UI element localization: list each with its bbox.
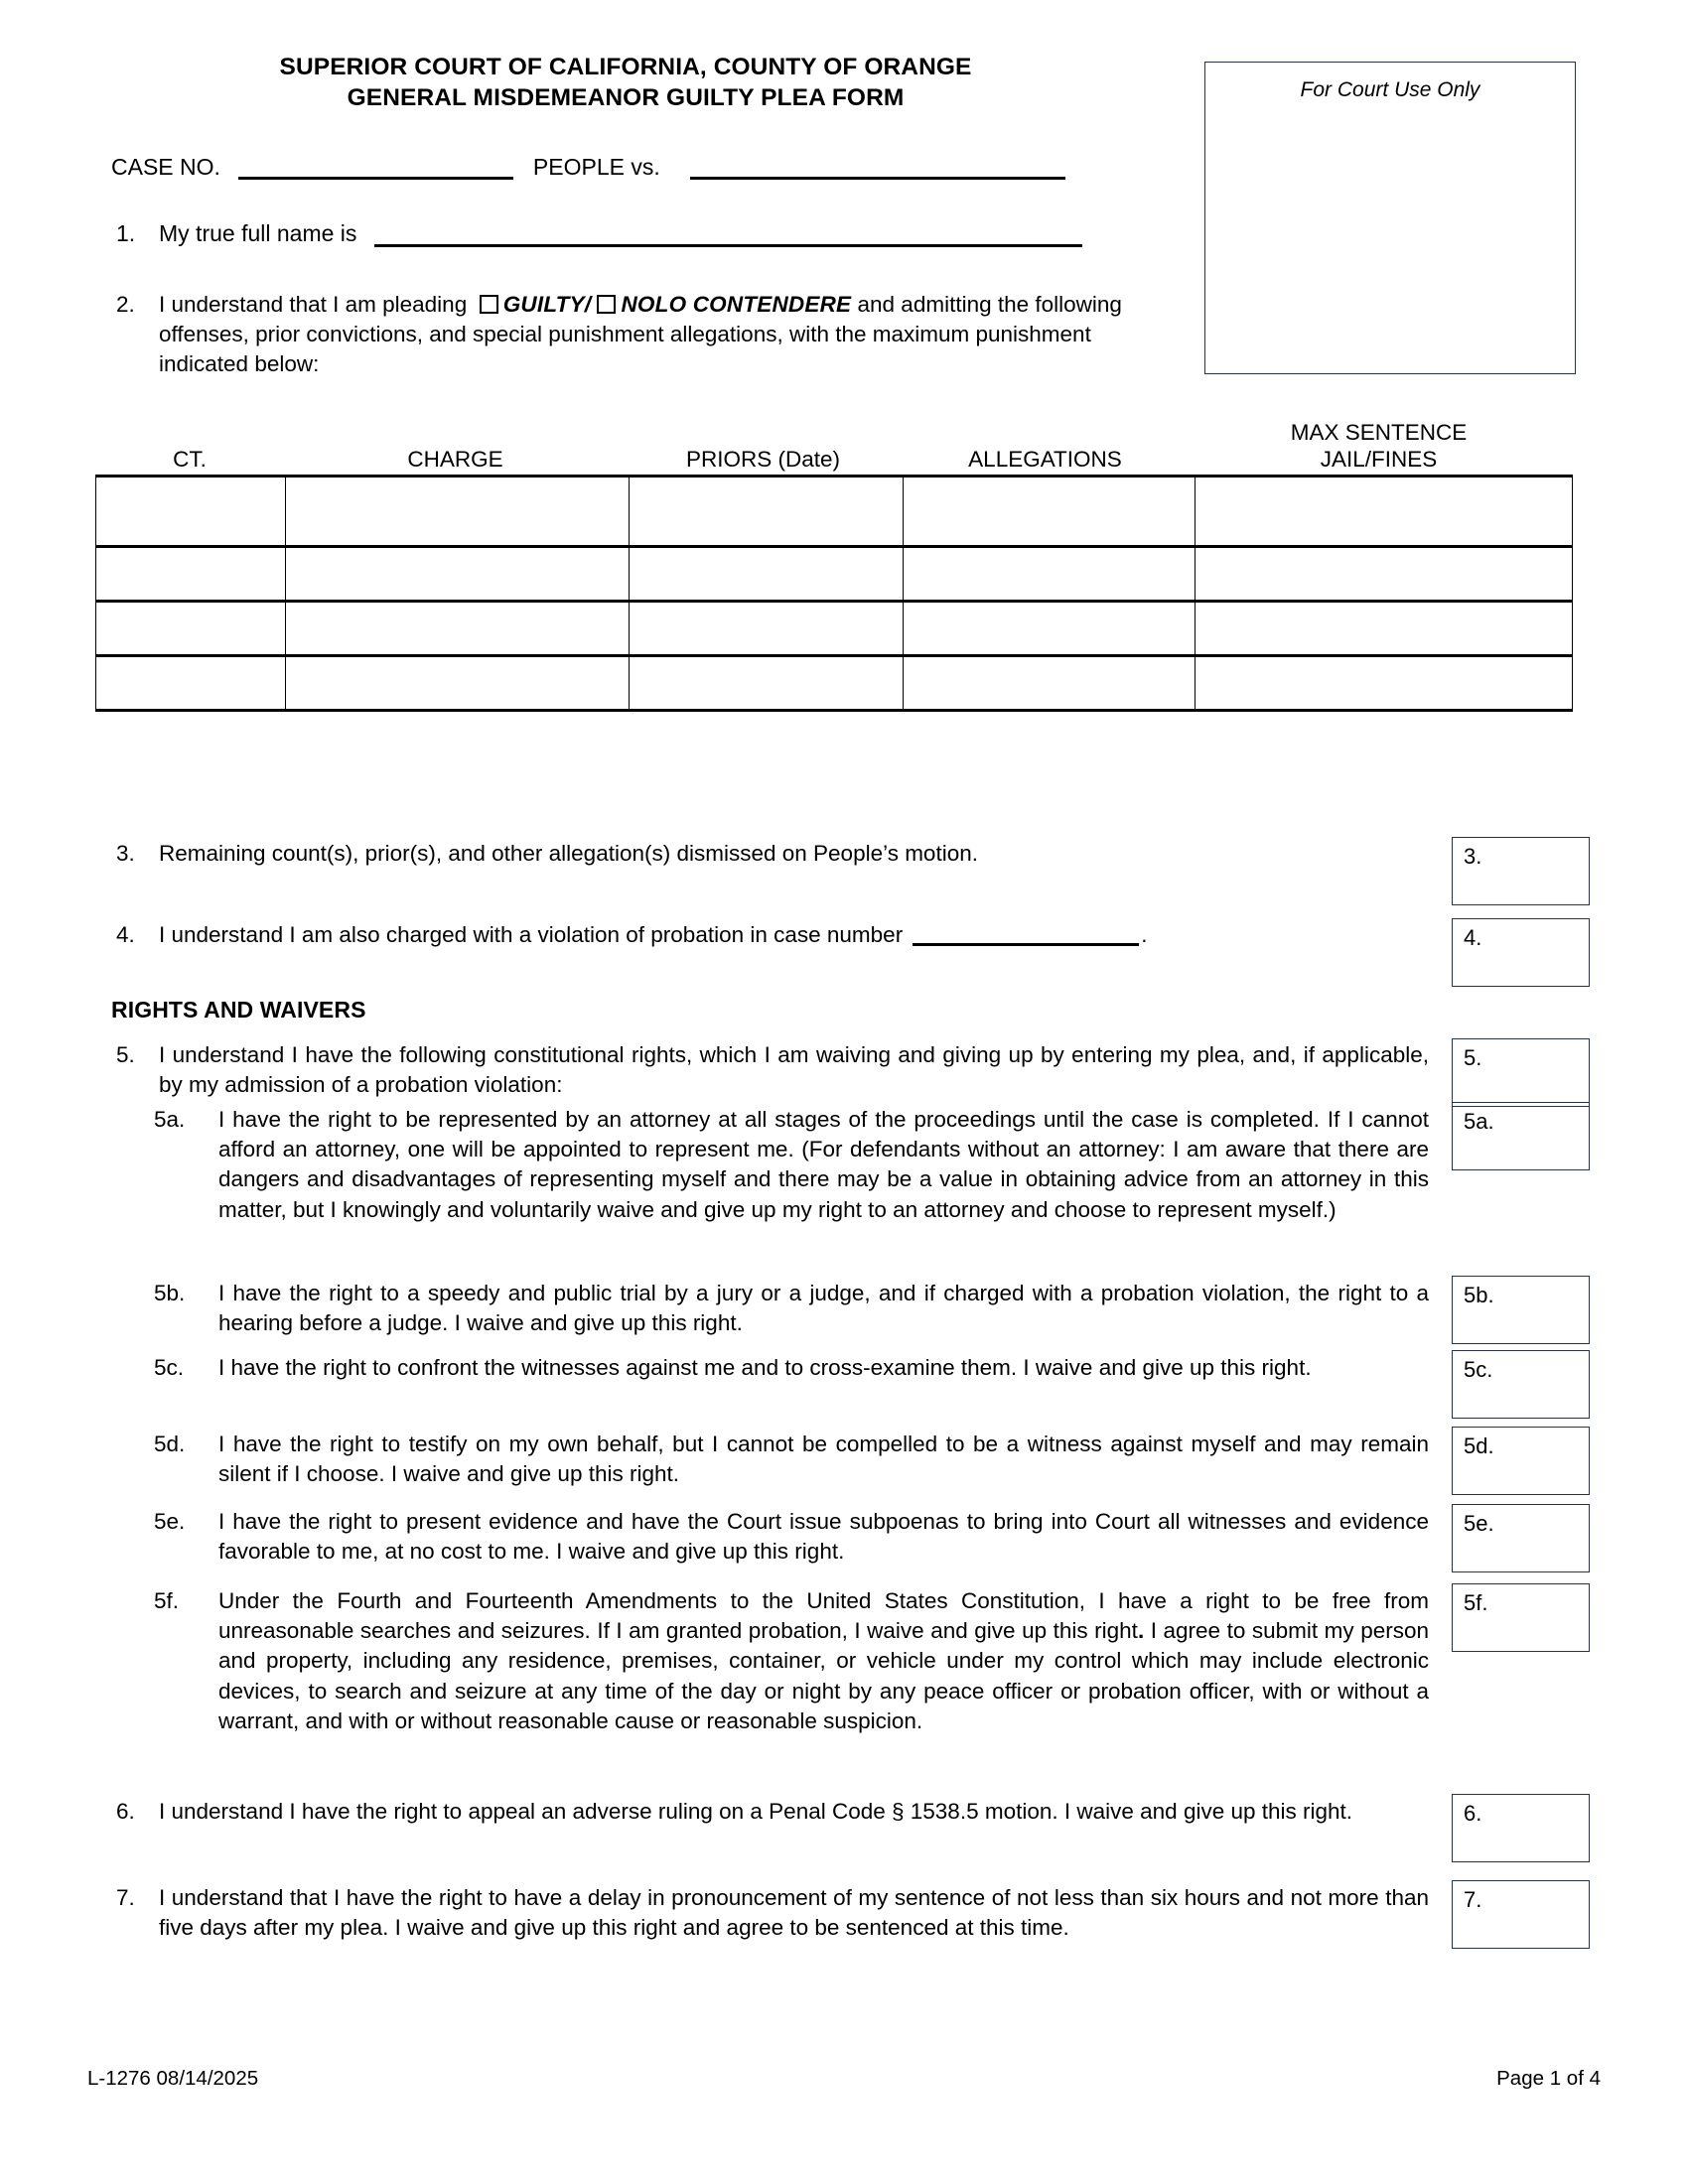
charge-table-header (95, 415, 1567, 475)
item-4-text-after: . (1141, 922, 1148, 947)
initials-box-5b[interactable] (1452, 1276, 1590, 1344)
initials-box-5c-label: 5c. (1464, 1357, 1493, 1382)
cell-ct[interactable] (96, 547, 286, 602)
cell-charge[interactable] (286, 547, 630, 602)
item-6-text: I understand I have the right to appeal an adverse ruling on a Penal Code § 1538.5 motion. I waive and give up this right. (159, 1799, 1353, 1824)
form-title-line-2: GENERAL MISDEMEANOR GUILTY PLEA FORM (347, 84, 905, 111)
cell-allegations[interactable] (904, 547, 1196, 602)
cell-charge[interactable] (286, 602, 630, 656)
item-2 (111, 290, 1184, 379)
form-footer (87, 2067, 1601, 2091)
initials-box-5-label: 5. (1464, 1045, 1482, 1070)
cell-allegations[interactable] (904, 602, 1196, 656)
plea-separator: / (584, 292, 592, 317)
item-5a-number: 5a. (154, 1107, 186, 1132)
item-6-number: 6. (116, 1799, 135, 1824)
cell-ct[interactable] (96, 656, 286, 711)
initials-box-5f[interactable] (1452, 1583, 1590, 1652)
initials-box-5c[interactable] (1452, 1350, 1590, 1419)
item-1-number: 1. (116, 220, 136, 246)
section-heading-rights-and-waivers: RIGHTS AND WAIVERS (111, 997, 366, 1023)
item-5b-text: I have the right to a speedy and public trial by a jury or a judge, and if charged with a probation violation, the right to a hearing before a judge. I waive and give up this right. (218, 1281, 1429, 1336)
item-5b (154, 1279, 1429, 1338)
item-7 (111, 1883, 1429, 1943)
item-5e (154, 1507, 1429, 1567)
court-use-only-label: For Court Use Only (1300, 78, 1480, 101)
initials-box-5e[interactable] (1452, 1504, 1590, 1572)
item-7-number: 7. (116, 1885, 135, 1910)
item-2-text-before: I understand that I am pleading (159, 292, 468, 317)
item-5d-number: 5d. (154, 1432, 186, 1456)
footer-form-number: L-1276 08/14/2025 (87, 2067, 259, 2090)
cell-priors[interactable] (630, 656, 904, 711)
guilty-label: GUILTY (502, 292, 585, 317)
cell-allegations[interactable] (904, 477, 1196, 547)
item-2-number: 2. (116, 292, 135, 317)
initials-box-7[interactable] (1452, 1880, 1590, 1949)
item-5c-number: 5c. (154, 1355, 185, 1380)
cell-ct[interactable] (96, 477, 286, 547)
cell-priors[interactable] (630, 477, 904, 547)
item-5d (154, 1430, 1429, 1489)
item-5f-text-part-1: Under the Fourth and Fourteenth Amendments to the United States Constitution, I have a right to be free from unreasonable searches and seizures. If I am granted probation, I waive and give up this right (218, 1588, 1429, 1644)
item-5-text: I understand I have the following constitutional rights, which I am waiving and giving up by entering my plea, and, if applicable, by my admission of a probation violation: (159, 1042, 1429, 1098)
cell-max-sentence[interactable] (1196, 477, 1573, 547)
initials-box-3[interactable] (1452, 837, 1590, 905)
item-3-text: Remaining count(s), prior(s), and other allegation(s) dismissed on People’s motion. (159, 841, 978, 866)
cell-charge[interactable] (286, 477, 630, 547)
cell-max-sentence[interactable] (1196, 602, 1573, 656)
initials-box-5a-label: 5a. (1464, 1109, 1494, 1134)
item-4 (111, 920, 1432, 950)
item-1-label: My true full name is (159, 220, 357, 246)
table-row (96, 547, 1573, 602)
case-number-row (111, 154, 1065, 180)
item-5f (154, 1586, 1429, 1736)
nolo-contendere-label: NOLO CONTENDERE (621, 292, 852, 317)
item-5c (154, 1353, 1429, 1383)
initials-box-5d[interactable] (1452, 1427, 1590, 1495)
item-5f-text-part-2: I agree to submit my person and property, including any residence, premises, container, or vehicle under my control which may include electronic devices, to search and seizure at any time of the day or night by any peace officer or probation officer, with or without a warrant, and with or without reasonable cause or reasonable suspicion. (218, 1618, 1429, 1733)
court-use-only-box[interactable] (1204, 62, 1576, 374)
item-5e-text: I have the right to present evidence and have the Court issue subpoenas to bring into Court all witnesses and evidence favorable to me, at no cost to me. I waive and give up this right. (218, 1509, 1429, 1565)
item-5c-text: I have the right to confront the witnesses against me and to cross-examine them. I waive and give up this right. (218, 1355, 1312, 1380)
people-vs-label: PEOPLE vs. (532, 154, 660, 180)
item-5 (111, 1040, 1429, 1100)
item-5f-body (218, 1586, 1429, 1736)
initials-box-3-label: 3. (1464, 844, 1482, 869)
item-5a-text: I have the right to be represented by an attorney at all stages of the proceedings until the case is completed. If I cannot afford an attorney, one will be appointed to represent me. (For defendants without an attorney: I am aware that there are dangers and disadvantages of representing myself and there may be a value in obtaining advice from an attorney in this matter, but I knowingly and voluntarily waive and give up my right to an attorney and choose to represent myself.) (218, 1107, 1429, 1222)
column-header-priors: PRIORS (Date) (685, 447, 841, 472)
table-row (96, 656, 1573, 711)
item-5a (154, 1105, 1429, 1225)
item-1 (111, 220, 1203, 247)
guilty-checkbox[interactable] (480, 295, 498, 314)
defendant-name-input[interactable] (690, 155, 1065, 180)
column-header-max-sentence-line-1: MAX SENTENCE (1290, 420, 1468, 445)
cell-charge[interactable] (286, 656, 630, 711)
item-5f-bold-period: . (1137, 1618, 1145, 1644)
column-header-max-sentence (1191, 419, 1567, 473)
item-4-body (159, 920, 1432, 950)
item-5b-number: 5b. (154, 1281, 186, 1305)
cell-priors[interactable] (630, 602, 904, 656)
initials-box-5[interactable] (1452, 1038, 1590, 1107)
item-2-text-after: and admitting the following offenses, prior convictions, and special punishment allegations, with the maximum punishment indicated below: (159, 292, 1122, 376)
initials-box-4[interactable] (1452, 918, 1590, 987)
true-full-name-input[interactable] (374, 222, 1082, 247)
table-row (96, 602, 1573, 656)
column-header-charge: CHARGE (407, 447, 503, 472)
initials-box-5b-label: 5b. (1464, 1283, 1494, 1307)
initials-box-6-label: 6. (1464, 1801, 1482, 1826)
initials-box-4-label: 4. (1464, 925, 1482, 950)
cell-ct[interactable] (96, 602, 286, 656)
item-6 (111, 1797, 1429, 1827)
probation-case-number-input[interactable] (913, 923, 1139, 946)
item-4-text-before: I understand I am also charged with a violation of probation in case number (159, 922, 904, 947)
initials-box-5d-label: 5d. (1464, 1433, 1494, 1458)
table-row (96, 477, 1573, 547)
item-5e-number: 5e. (154, 1509, 186, 1534)
case-no-input[interactable] (238, 155, 513, 180)
initials-box-5a[interactable] (1452, 1102, 1590, 1170)
title-block (84, 52, 1167, 113)
item-5d-text: I have the right to testify on my own behalf, but I cannot be compelled to be a witness against myself and may remain silent if I choose. I waive and give up this right. (218, 1432, 1429, 1487)
case-no-label: CASE NO. (111, 154, 220, 180)
item-3-number: 3. (116, 841, 135, 866)
initials-box-5e-label: 5e. (1464, 1511, 1494, 1536)
item-7-text: I understand that I have the right to have a delay in pronouncement of my sentence of not less than six hours and not more than five days after my plea. I waive and give up this right and agree to be sentenced at this time. (159, 1885, 1429, 1941)
item-5-number: 5. (116, 1042, 135, 1067)
item-4-number: 4. (116, 922, 135, 947)
cell-max-sentence[interactable] (1196, 547, 1573, 602)
charge-table (95, 475, 1573, 712)
column-header-max-sentence-line-2: JAIL/FINES (1320, 447, 1438, 472)
initials-box-7-label: 7. (1464, 1887, 1482, 1912)
court-title-line-1: SUPERIOR COURT OF CALIFORNIA, COUNTY OF ORANGE (279, 54, 972, 80)
item-2-body (159, 290, 1184, 379)
column-header-ct: CT. (173, 447, 207, 472)
column-header-allegations: ALLEGATIONS (968, 447, 1122, 472)
cell-priors[interactable] (630, 547, 904, 602)
cell-allegations[interactable] (904, 656, 1196, 711)
item-5f-number: 5f. (154, 1588, 180, 1613)
cell-max-sentence[interactable] (1196, 656, 1573, 711)
nolo-contendere-checkbox[interactable] (597, 295, 616, 314)
initials-box-6[interactable] (1452, 1794, 1590, 1862)
initials-box-5f-label: 5f. (1464, 1590, 1488, 1615)
item-3 (111, 839, 1402, 869)
footer-page-label: Page 1 of 4 (1496, 2067, 1601, 2090)
